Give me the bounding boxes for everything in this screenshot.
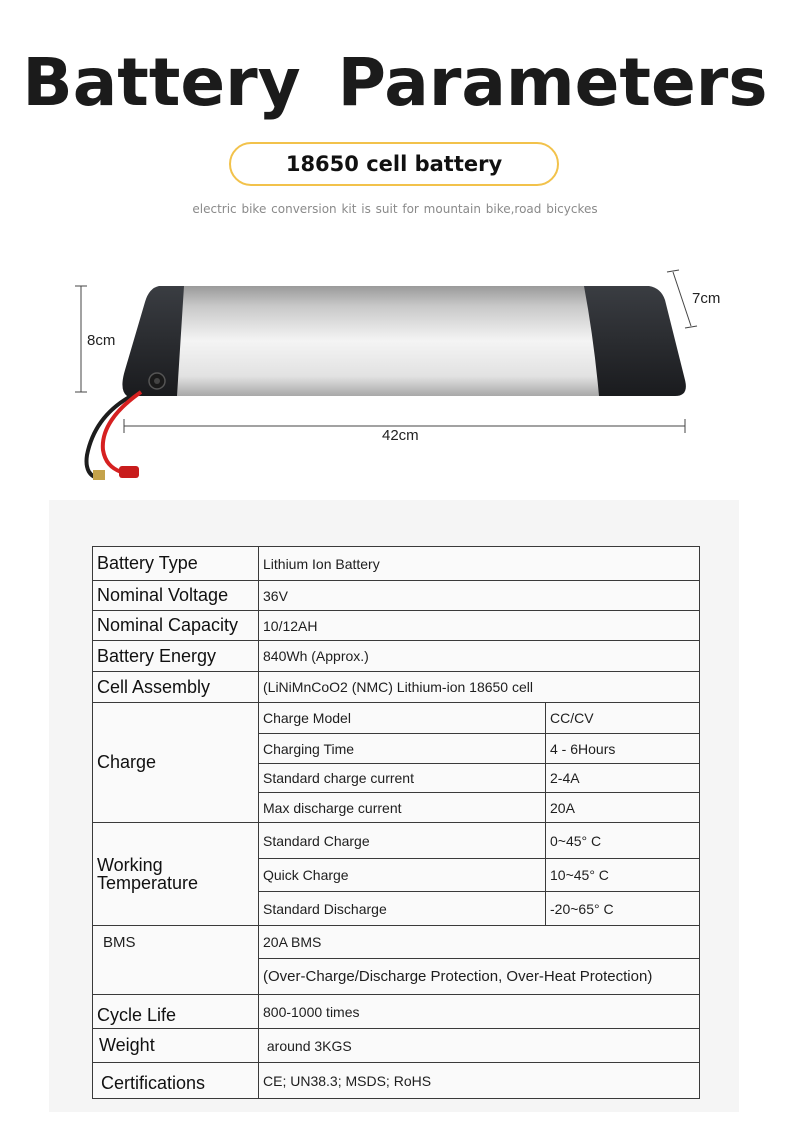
working-temperature-line1: Working	[97, 855, 163, 875]
spec-label: Battery Energy	[93, 641, 259, 672]
spec-value: 0~45° C	[546, 823, 700, 859]
cell-type-badge: 18650 cell battery	[229, 142, 559, 186]
spec-value: (LiNiMnCoO2 (NMC) Lithium-ion 18650 cell	[259, 672, 700, 703]
spec-value: 840Wh (Approx.)	[259, 641, 700, 672]
dimension-length: 42cm	[382, 427, 419, 444]
spec-label: Cycle Life	[93, 995, 259, 1029]
spec-value: 2-4A	[546, 764, 700, 793]
table-row	[93, 547, 700, 581]
spec-value: 800-1000 times	[259, 995, 700, 1029]
spec-value: 10~45° C	[546, 859, 700, 892]
working-temperature-line2: Temperature	[97, 873, 199, 893]
spec-name: Charging Time	[259, 734, 546, 764]
battery-photo	[49, 240, 739, 500]
table-row	[93, 581, 700, 611]
spec-value: 10/12AH	[259, 611, 700, 641]
spec-value: 20A	[546, 793, 700, 823]
spec-label: Cell Assembly	[93, 672, 259, 703]
spec-value: CE; UN38.3; MSDS; RoHS	[259, 1063, 700, 1099]
spec-value: -20~65° C	[546, 892, 700, 926]
dimension-width: 7cm	[692, 290, 721, 307]
spec-name: Quick Charge	[259, 859, 546, 892]
spec-name: Standard charge current	[259, 764, 546, 793]
spec-value: Lithium Ion Battery	[259, 547, 700, 581]
table-row	[93, 1029, 700, 1063]
table-row	[93, 611, 700, 641]
table-row	[93, 926, 700, 959]
table-row	[93, 641, 700, 672]
spec-value: 36V	[259, 581, 700, 611]
spec-value: around 3KGS	[259, 1029, 700, 1063]
table-row	[93, 1063, 700, 1099]
spec-label: Battery Type	[93, 547, 259, 581]
spec-name: Max discharge current	[259, 793, 546, 823]
page-subtitle: electric bike conversion kit is suit for mountain bike,road bicyckes	[192, 202, 598, 216]
spec-label: Weight	[93, 1029, 259, 1063]
table-row	[93, 823, 700, 859]
dimension-height: 8cm	[87, 332, 116, 349]
working-temperature-label	[93, 823, 259, 926]
spec-value: CC/CV	[546, 703, 700, 734]
spec-name: Standard Charge	[259, 823, 546, 859]
spec-name: Charge Model	[259, 703, 546, 734]
spec-value: 20A BMS	[259, 926, 700, 959]
page-title: Battery Parameters	[22, 44, 768, 121]
table-row	[93, 672, 700, 703]
spec-label: Certifications	[93, 1063, 259, 1099]
spec-name: Standard Discharge	[259, 892, 546, 926]
spec-label: Nominal Voltage	[93, 581, 259, 611]
spec-label: Nominal Capacity	[93, 611, 259, 641]
table-row	[93, 995, 700, 1029]
bms-label: BMS	[93, 926, 259, 995]
specs-table	[92, 546, 700, 1099]
spec-value: 4 - 6Hours	[546, 734, 700, 764]
battery-illustration	[49, 240, 739, 500]
table-row	[93, 703, 700, 734]
charge-group-label: Charge	[93, 703, 259, 823]
spec-value: (Over-Charge/Discharge Protection, Over-Heat Protection)	[259, 959, 700, 995]
